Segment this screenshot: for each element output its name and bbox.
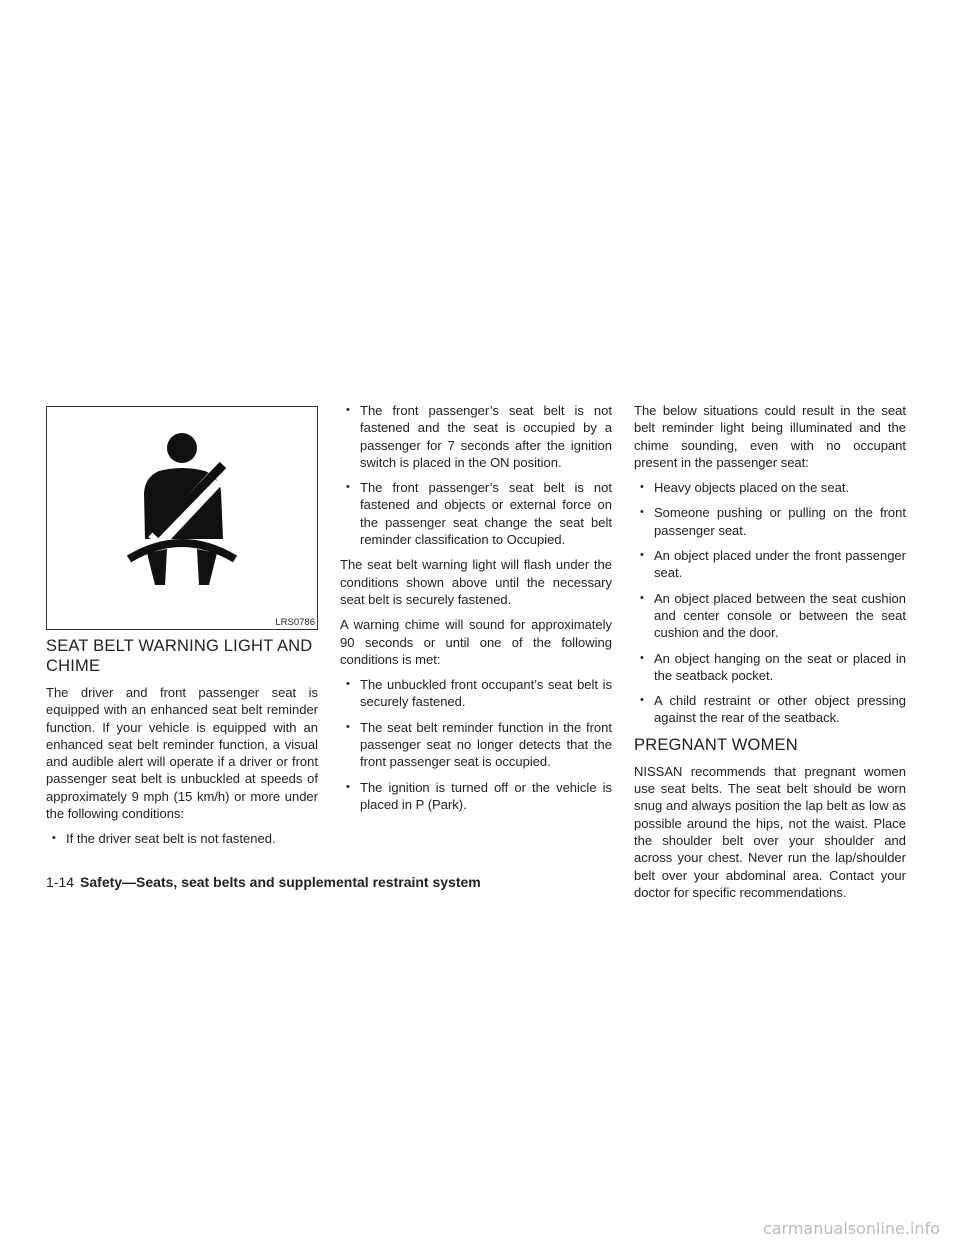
chime-paragraph: A warning chime will sound for approximately 90 seconds or until one of the following conditions is met: (340, 617, 612, 667)
flash-paragraph: The seat belt warning light will flash under the conditions shown above until the necessary seat belt is securely fastened. (340, 557, 612, 607)
list-item: • If the driver seat belt is not fastened. (46, 830, 318, 847)
page-number: 1-14 (46, 874, 75, 890)
situations-paragraph: The below situations could result in the seat belt reminder light being illuminated and the chime sounding, even with no occupant present in the passenger seat: (634, 403, 906, 470)
list-item: • The ignition is turned off or the vehicle is placed in P (Park). (340, 779, 612, 814)
column-1 (46, 402, 318, 856)
page-footer (46, 873, 481, 891)
list-item: • Heavy objects placed on the seat. (634, 479, 906, 496)
column-2 (340, 402, 612, 821)
intro-paragraph: The driver and front passenger seat is equipped with an enhanced seat belt reminder function. If your vehicle is equipped with an enhanced seat belt reminder function, a visual and audible alert will operate if a driver or front passenger seat belt is unbuckled at speeds of approximately 9 mph (15 km/h) or more under the following conditions: (46, 685, 318, 822)
list-item: • An object placed under the front passenger seat. (634, 547, 906, 582)
situations-list (634, 479, 906, 727)
column-3 (634, 402, 906, 909)
list-item: • The front passenger’s seat belt is not fastened and objects or external force on the passenger seat change the seat belt reminder classification to Occupied. (340, 479, 612, 548)
list-item: • A child restraint or other object pressing against the rear of the seatback. (634, 692, 906, 727)
list-item: • The unbuckled front occupant’s seat belt is securely fastened. (340, 676, 612, 711)
list-item: • An object placed between the seat cushion and center console or between the seat cushion and the door. (634, 590, 906, 642)
conditions-list (46, 830, 318, 847)
list-item: • An object hanging on the seat or placed in the seatback pocket. (634, 650, 906, 685)
seat-belt-warning-icon (47, 407, 317, 629)
section-heading-seat-belt: SEAT BELT WARNING LIGHT AND CHIME (46, 637, 313, 675)
pregnant-women-paragraph: NISSAN recommends that pregnant women use seat belts. The seat belt should be worn snug and always position the lap belt as low as possible around the hips, not the waist. Place the shoulder belt over your shoulder and across your chest. Never run the lap/shoulder belt over your abdominal area. Contact your doctor for specific recommendations. (634, 763, 906, 900)
chime-conditions-list (340, 676, 612, 813)
list-item: • The seat belt reminder function in the front passenger seat no longer detects that the front passenger seat is occupied. (340, 719, 612, 771)
section-title: Safety—Seats, seat belts and supplemental restraint system (80, 874, 481, 890)
watermark: carmanualsonline.info (762, 1219, 940, 1238)
section-heading-pregnant-women: PREGNANT WOMEN (634, 735, 798, 754)
seat-belt-figure (46, 406, 318, 630)
conditions-list-continued (340, 402, 612, 548)
list-item: • The front passenger’s seat belt is not fastened and the seat is occupied by a passenger for 7 seconds after the ignition switch is placed in the ON position. (340, 402, 612, 471)
figure-id: LRS0786 (275, 617, 315, 628)
list-item: • Someone pushing or pulling on the front passenger seat. (634, 504, 906, 539)
